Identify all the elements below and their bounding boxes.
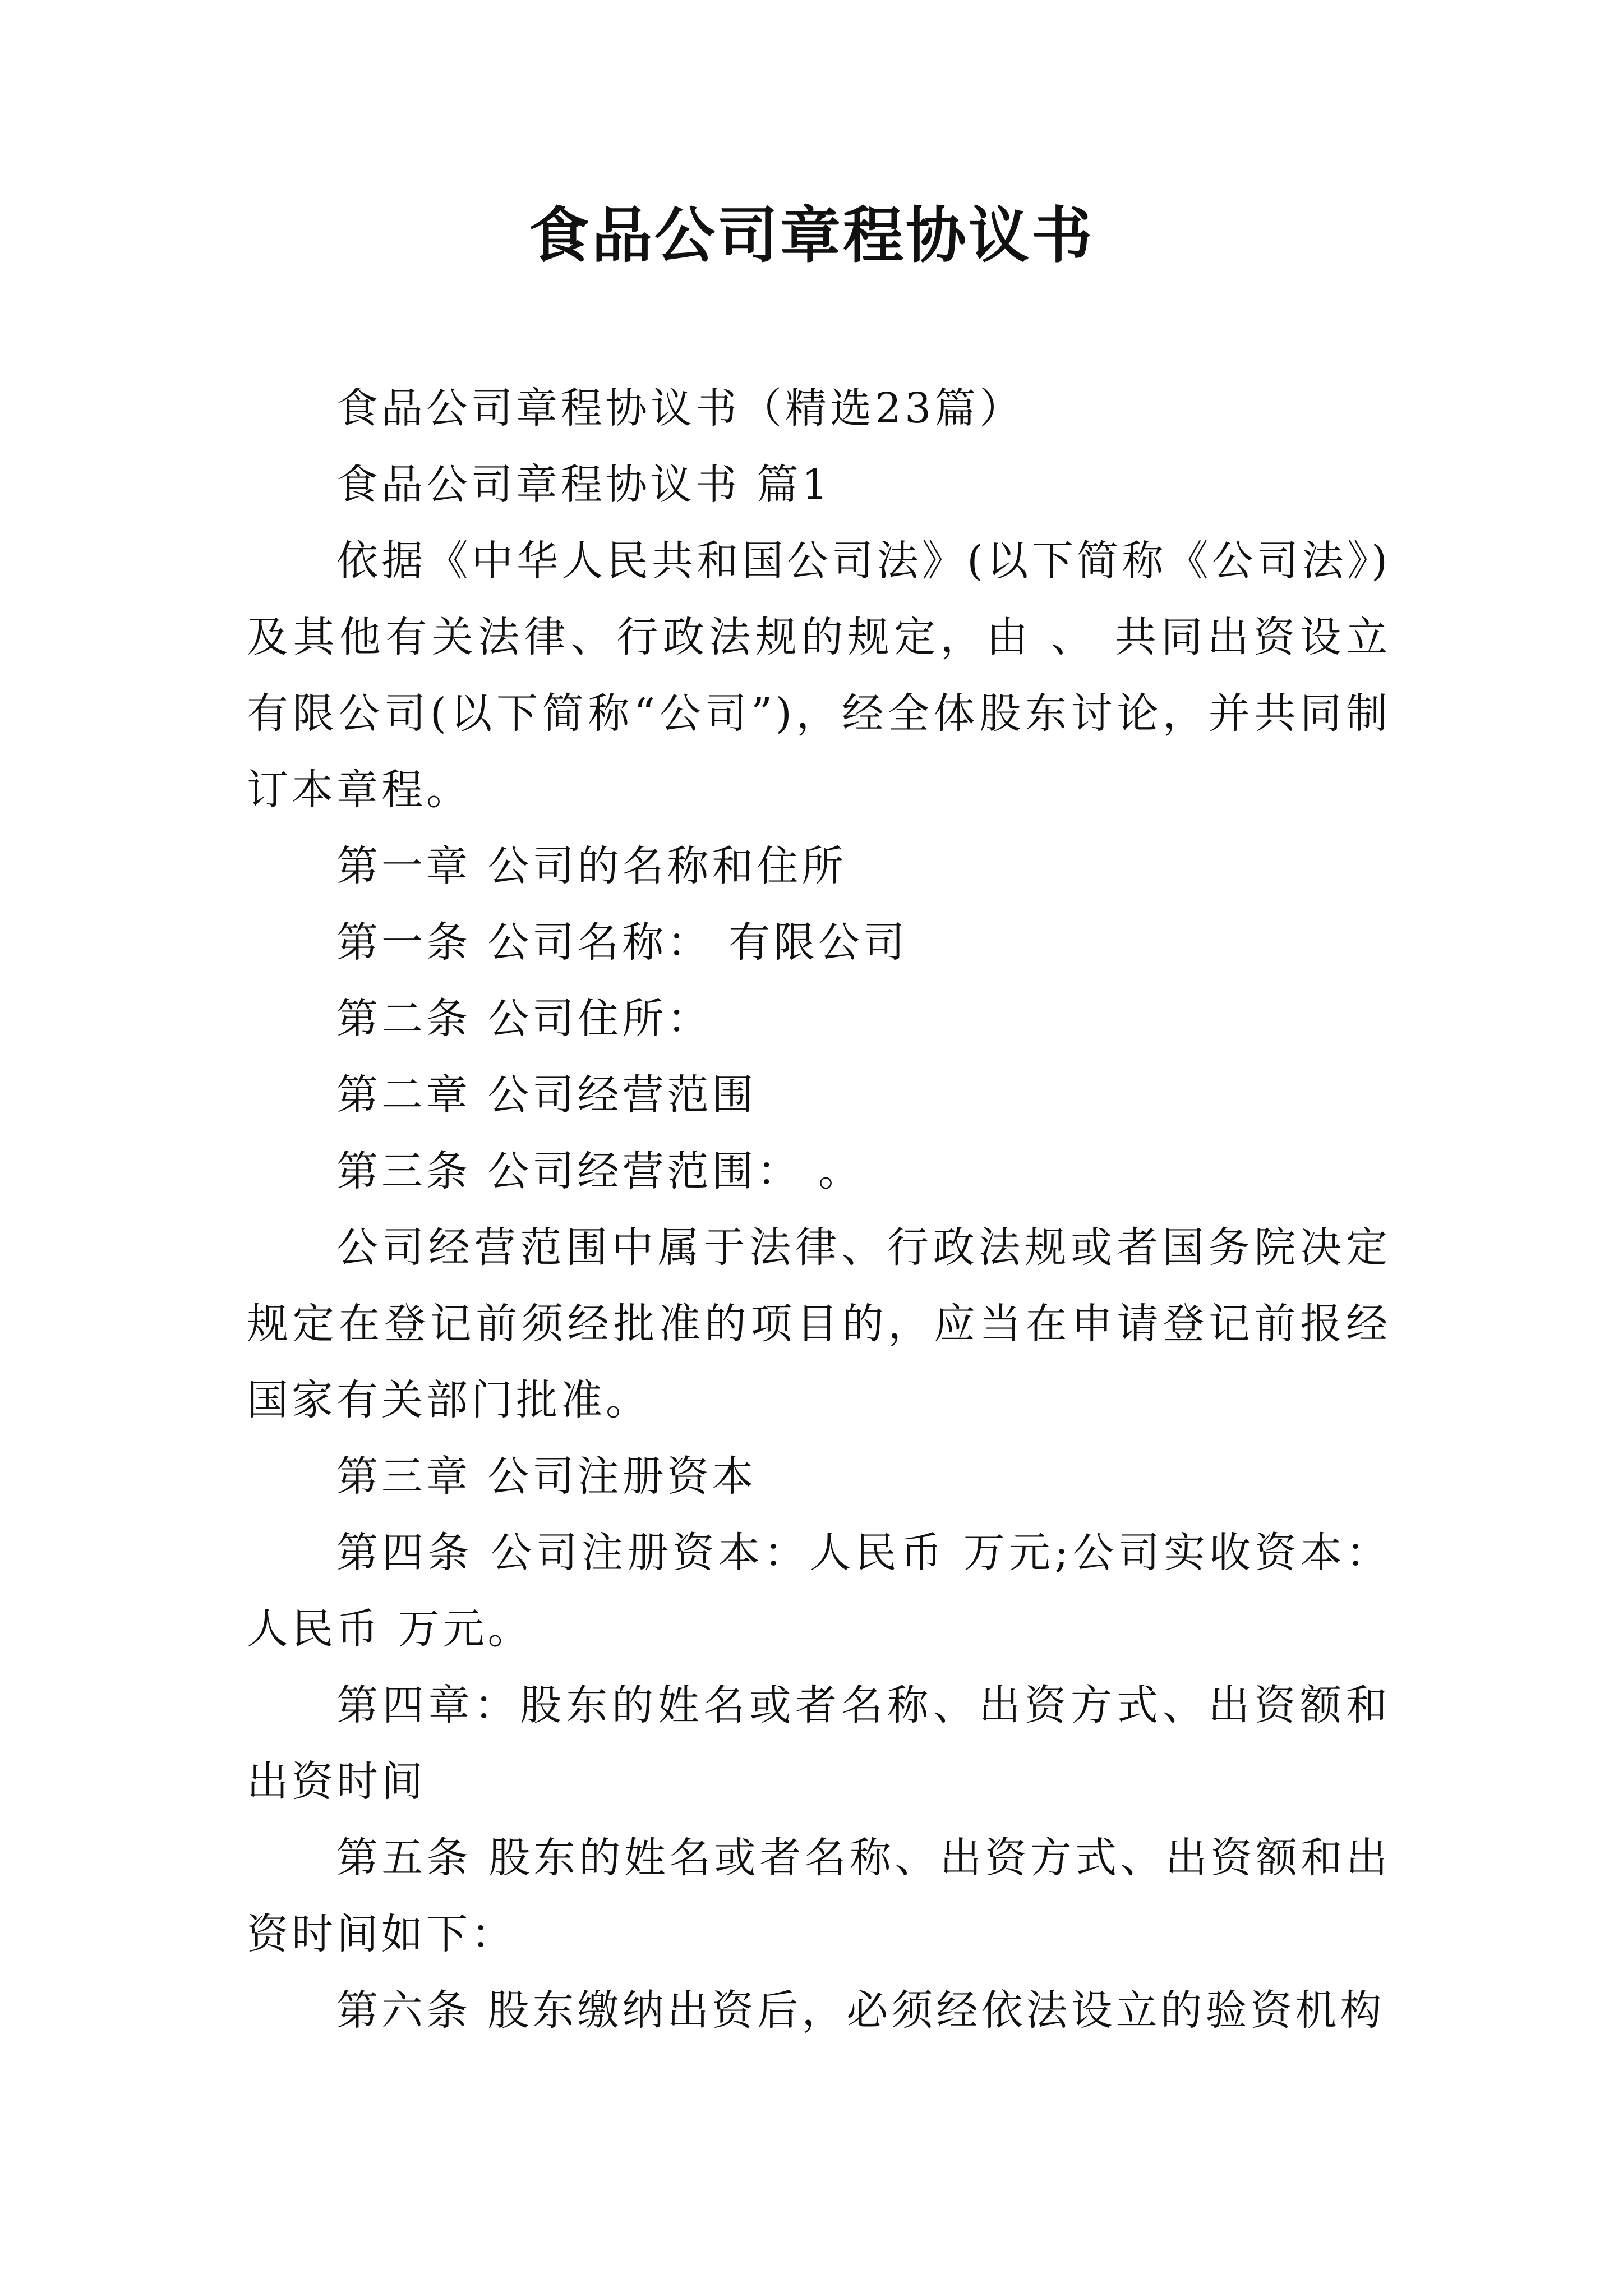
- chapter-3-heading: 第三章 公司注册资本: [336, 1452, 757, 1501]
- paragraph-collection-title: 食品公司章程协议书（精选23篇）: [336, 384, 1025, 432]
- clause-2: 第二条 公司住所：: [336, 995, 712, 1043]
- clause-4: 第四条 公司注册资本：人民币 万元;公司实收资本：人民币 万元。: [247, 1529, 1391, 1653]
- paragraph-business-scope-note: 公司经营范围中属于法律、行政法规或者国务院决定规定在登记前须经批准的项目的，应当在申请登记前报经国家有关部门批准。: [247, 1223, 1391, 1424]
- paragraph-article-heading: 食品公司章程协议书 篇1: [336, 461, 832, 509]
- chapter-4-heading: 第四章：股东的姓名或者名称、出资方式、出资额和出资时间: [247, 1681, 1391, 1806]
- document-body: [247, 370, 1391, 2049]
- clause-6: 第六条 股东缴纳出资后，必须经依法设立的验资机构: [336, 1986, 1385, 2035]
- clause-1: 第一条 公司名称： 有限公司: [336, 918, 909, 967]
- chapter-1-heading: 第一章 公司的名称和住所: [336, 842, 847, 890]
- document-title: 食品公司章程协议书: [528, 200, 1094, 271]
- clause-3: 第三条 公司经营范围： 。: [336, 1147, 864, 1195]
- paragraph-preamble: 依据《中华人民共和国公司法》(以下简称《公司法》)及其他有关法律、行政法规的规定，由 、 共同出资设立 有限公司(以下简称“公司”)，经全体股东讨论，并共同制订本章程。: [247, 537, 1391, 814]
- chapter-2-heading: 第二章 公司经营范围: [336, 1071, 757, 1119]
- clause-5: 第五条 股东的姓名或者名称、出资方式、出资额和出资时间如下：: [247, 1834, 1391, 1958]
